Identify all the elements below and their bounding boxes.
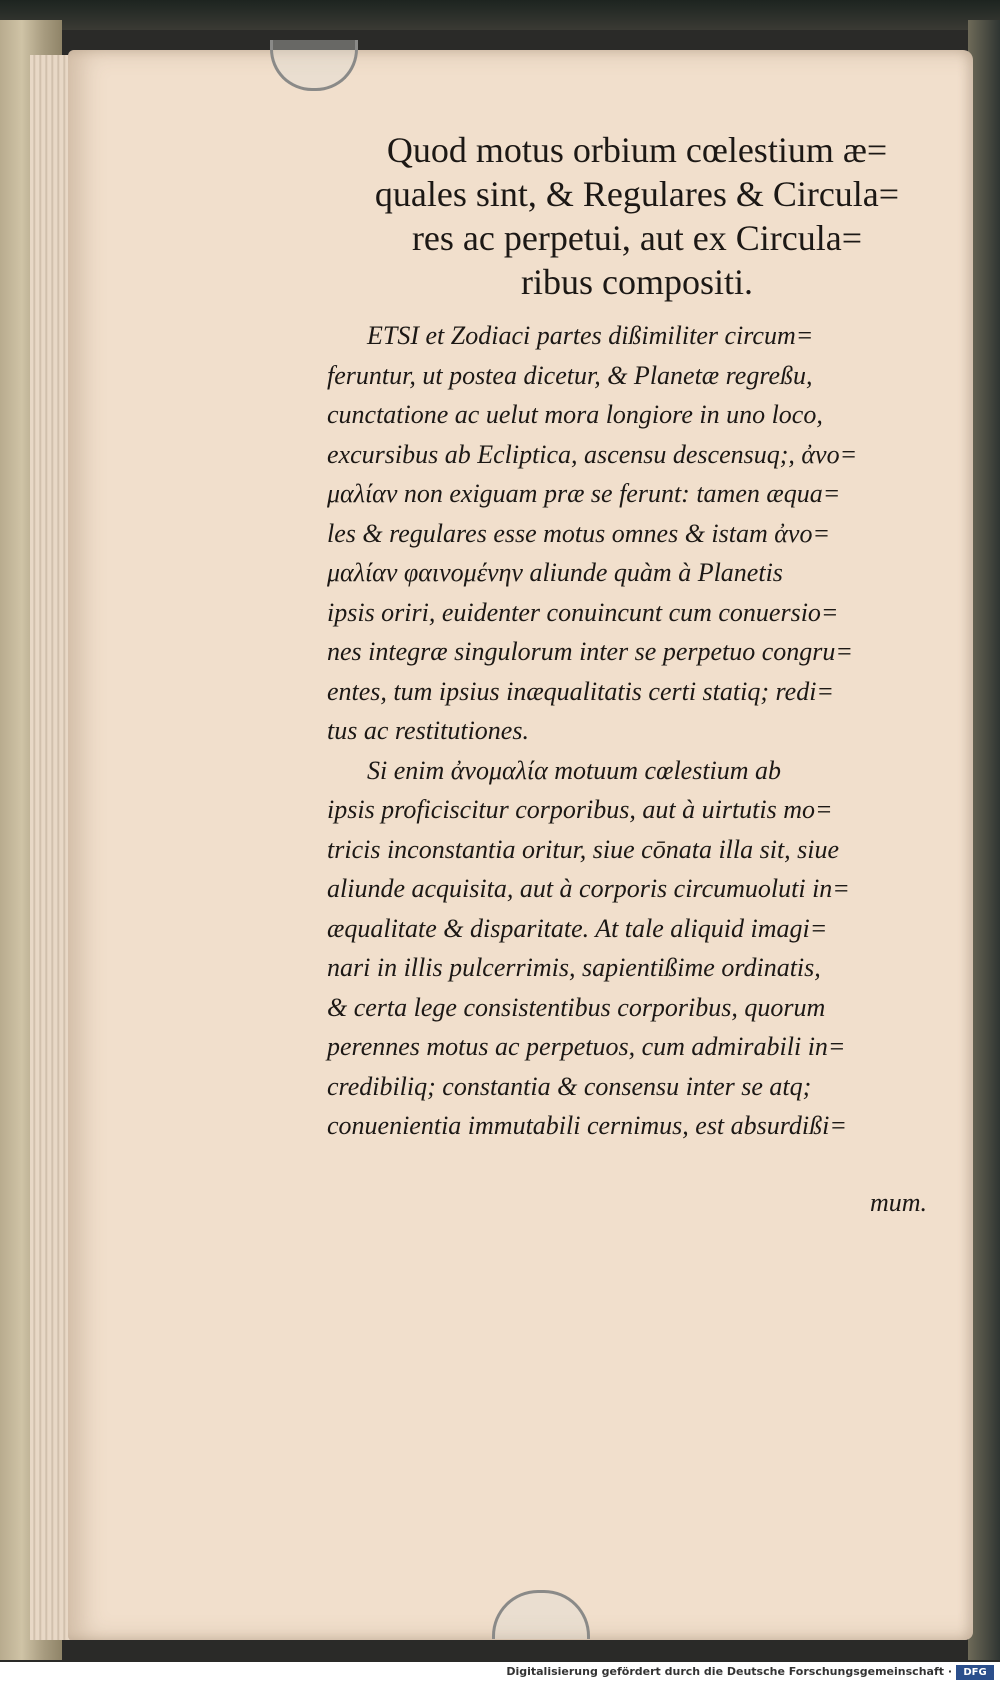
text-line: cunctatione ac uelut mora longiore in uno loco, [327, 400, 823, 429]
text-line: excursibus ab Ecliptica, ascensu descensuq;, ἀνο= [327, 439, 858, 469]
text-line: credibiliq; constantia & consensu inter se atq; [327, 1071, 812, 1101]
text-line: ETSI et Zodiaci partes dißimiliter circum= [367, 321, 814, 350]
text-line: tricis inconstantia oritur, siue cōnata illa sit, siue [327, 834, 840, 864]
heading-line: ribus compositi. [521, 262, 753, 302]
heading-line: quales sint, & Regulares & Circula= [374, 174, 900, 214]
text-line: perennes motus ac perpetuos, cum admirabili in= [327, 1032, 846, 1061]
text-line: ipsis oriri, euidenter conuincunt cum conuersio= [327, 597, 839, 627]
text-line: Si enim ἀνομαλία motuum cœlestium ab [367, 755, 782, 785]
footer-credit: Digitalisierung gefördert durch die Deutsche Forschungsgemeinschaft · [506, 1665, 952, 1678]
text-line: les & regulares esse motus omnes & istam ἀνο= [327, 518, 831, 548]
text-line: μαλίαν φαινομένην aliunde quàm à Planetis [327, 558, 783, 587]
digitization-footer [0, 1662, 1000, 1683]
text-line: conuenientia immutabili cernimus, est absurdißi= [327, 1111, 847, 1140]
catchword: mum. [870, 1188, 928, 1217]
text-line: & certa lege consistentibus corporibus, quorum [327, 992, 826, 1022]
dfg-logo: DFG [956, 1665, 994, 1680]
text-line: nari in illis pulcerrimis, sapientißime ordinatis, [327, 953, 821, 982]
text-line: tus ac restitutiones. [327, 716, 529, 745]
text-line: μαλίαν non exiguam præ se ferunt: tamen æqua= [327, 479, 841, 508]
text-line: æqualitate & disparitate. At tale aliquid imagi= [327, 913, 828, 943]
chapter-heading [327, 128, 947, 304]
scan-background-top [0, 0, 1000, 30]
text-line: ipsis proficiscitur corporibus, aut à uirtutis mo= [327, 795, 833, 824]
page-text [327, 128, 947, 1146]
text-line: feruntur, ut postea dicetur, & Planetæ regreßu, [327, 360, 813, 390]
text-line: entes, tum ipsius inæqualitatis certi statiq; redi= [327, 676, 834, 706]
text-line: aliunde acquisita, aut à corporis circumuoluti in= [327, 874, 850, 903]
heading-line: Quod motus orbium cœlestium æ= [386, 130, 888, 170]
body-text [327, 316, 947, 1146]
heading-line: res ac perpetui, aut ex Circula= [411, 218, 863, 258]
text-line: nes integræ singulorum inter se perpetuo congru= [327, 637, 853, 666]
